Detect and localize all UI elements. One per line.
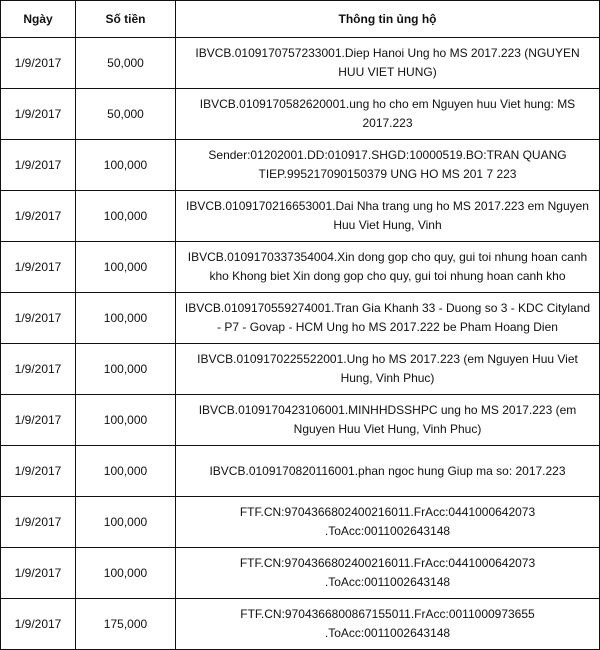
amount-cell: 175,000	[76, 599, 176, 650]
header-date: Ngày	[1, 1, 76, 38]
date-cell: 1/9/2017	[1, 242, 76, 293]
amount-cell: 50,000	[76, 89, 176, 140]
table-row	[1, 191, 600, 242]
table-row	[1, 344, 600, 395]
date-cell: 1/9/2017	[1, 599, 76, 650]
date-cell: 1/9/2017	[1, 548, 76, 599]
date-cell: 1/9/2017	[1, 395, 76, 446]
date-cell: 1/9/2017	[1, 497, 76, 548]
amount-cell: 100,000	[76, 242, 176, 293]
amount-cell: 100,000	[76, 446, 176, 497]
table-row	[1, 140, 600, 191]
amount-cell: 50,000	[76, 38, 176, 89]
amount-cell: 100,000	[76, 497, 176, 548]
date-cell: 1/9/2017	[1, 446, 76, 497]
info-cell: IBVCB.0109170559274001.Tran Gia Khanh 33 - Duong so 3 - KDC Cityland - P7 - Govap - HCM Ung ho MS 2017.222 be Pham Hoang Dien	[176, 293, 600, 344]
table-row	[1, 293, 600, 344]
amount-cell: 100,000	[76, 293, 176, 344]
amount-cell: 100,000	[76, 344, 176, 395]
table-row	[1, 242, 600, 293]
info-cell: Sender:01202001.DD:010917.SHGD:10000519.BO:TRAN QUANG TIEP.995217090150379 UNG HO MS 201 7 223	[176, 140, 600, 191]
table-row	[1, 548, 600, 599]
info-cell: IBVCB.0109170216653001.Dai Nha trang ung ho MS 2017.223 em Nguyen Huu Viet Hung, Vinh	[176, 191, 600, 242]
info-cell: IBVCB.0109170820116001.phan ngoc hung Giup ma so: 2017.223	[176, 446, 600, 497]
amount-cell: 100,000	[76, 191, 176, 242]
amount-cell: 100,000	[76, 140, 176, 191]
info-cell: FTF.CN:9704366802400216011.FrAcc:0441000642073 .ToAcc:0011002643148	[176, 548, 600, 599]
date-cell: 1/9/2017	[1, 140, 76, 191]
date-cell: 1/9/2017	[1, 89, 76, 140]
table-row	[1, 89, 600, 140]
info-cell: FTF.CN:9704366802400216011.FrAcc:0441000642073 .ToAcc:0011002643148	[176, 497, 600, 548]
table-row	[1, 599, 600, 650]
info-cell: IBVCB.0109170423106001.MINHHDSSHPC ung ho MS 2017.223 (em Nguyen Huu Viet Hung, Vinh Phuc)	[176, 395, 600, 446]
date-cell: 1/9/2017	[1, 344, 76, 395]
info-cell: IBVCB.0109170337354004.Xin dong gop cho quy, gui toi nhung hoan canh kho Khong biet Xin dong gop cho quy, gui toi nhung hoan canh kho	[176, 242, 600, 293]
info-cell: IBVCB.0109170582620001.ung ho cho em Nguyen huu Viet hung: MS 2017.223	[176, 89, 600, 140]
header-row	[1, 1, 600, 38]
amount-cell: 100,000	[76, 548, 176, 599]
date-cell: 1/9/2017	[1, 191, 76, 242]
table-row	[1, 497, 600, 548]
table-row	[1, 446, 600, 497]
table-row	[1, 395, 600, 446]
date-cell: 1/9/2017	[1, 293, 76, 344]
table-row	[1, 38, 600, 89]
header-amount: Số tiền	[76, 1, 176, 38]
info-cell: FTF.CN:9704366800867155011.FrAcc:0011000973655 .ToAcc:0011002643148	[176, 599, 600, 650]
info-cell: IBVCB.0109170225522001.Ung ho MS 2017.223 (em Nguyen Huu Viet Hung, Vinh Phuc)	[176, 344, 600, 395]
amount-cell: 100,000	[76, 395, 176, 446]
header-info: Thông tin ủng hộ	[176, 1, 600, 38]
info-cell: IBVCB.0109170757233001.Diep Hanoi Ung ho MS 2017.223 (NGUYEN HUU VIET HUNG)	[176, 38, 600, 89]
date-cell: 1/9/2017	[1, 38, 76, 89]
